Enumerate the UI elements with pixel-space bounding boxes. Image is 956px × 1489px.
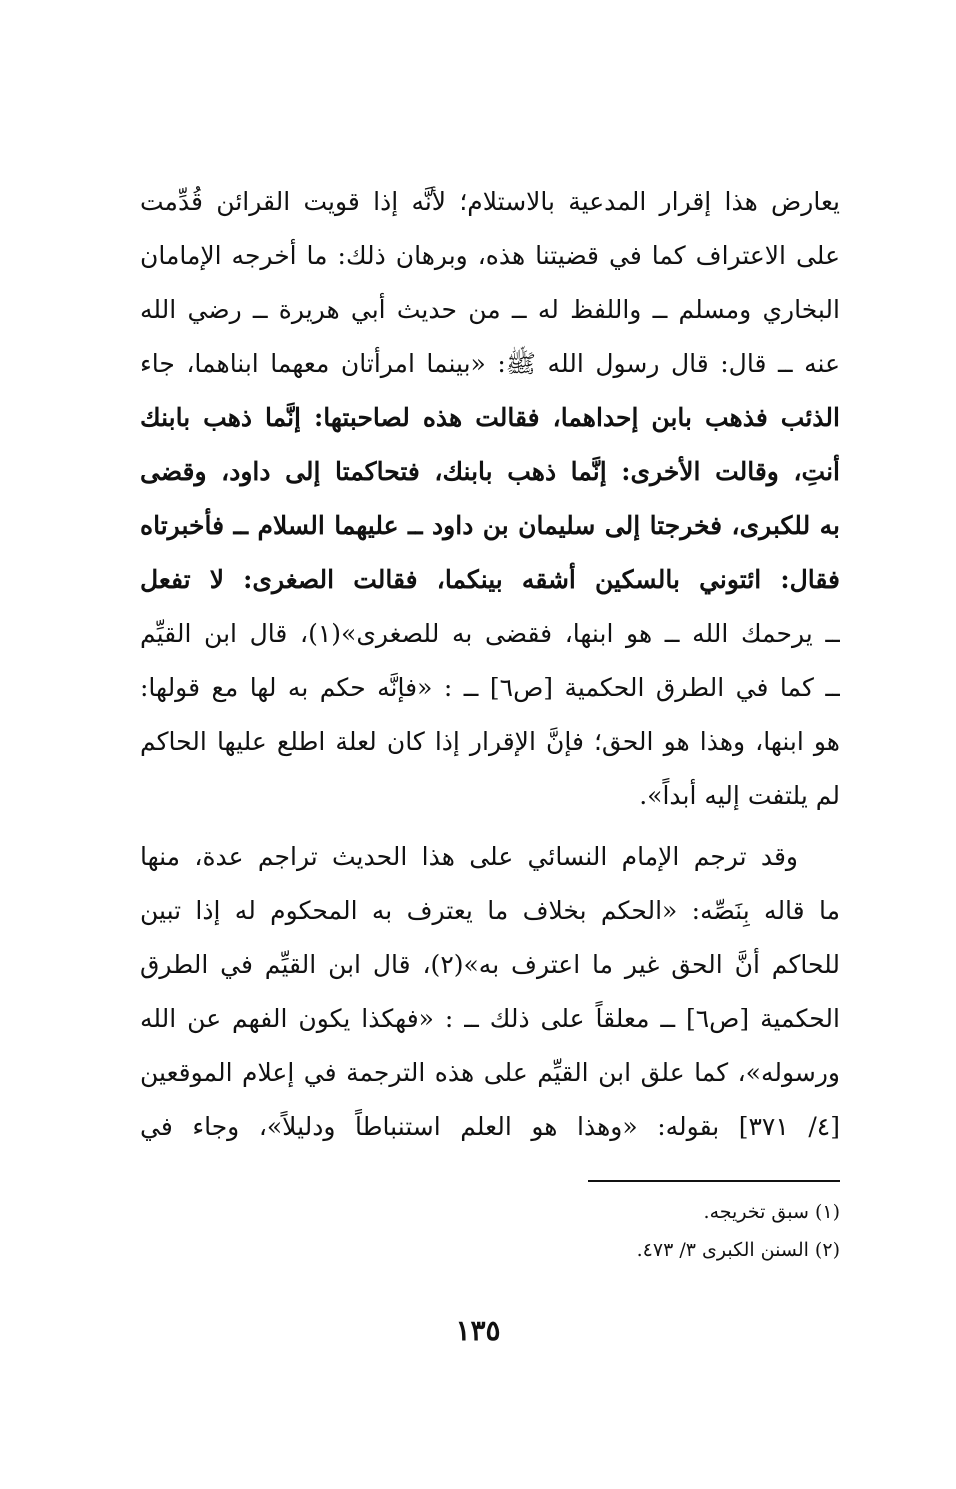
- footnote-2: (٢) السنن الكبرى ٣/ ٤٧٣.: [636, 1239, 840, 1261]
- footnotes: [440, 1193, 840, 1269]
- hadith-text-line: به للكبرى، فخرجتا إلى سليمان بن داود ــ عليهما السلام ــ فأخبرتاه: [140, 511, 840, 540]
- text-line: عنه ــ قال: قال رسول الله ﷺ: «بينما امرأتان معهما ابناهما، جاء: [140, 349, 840, 378]
- text-line: لم يلتفت إليه أبداً».: [639, 781, 840, 810]
- hadith-text-line: الذئب فذهب بابن إحداهما، فقالت هذه لصاحبتها: إنَّما ذهب بابنك: [140, 403, 840, 432]
- paragraph-1: [140, 175, 840, 823]
- text-line: البخاري ومسلم ــ واللفظ له ــ من حديث أبي هريرة ــ رضي الله: [140, 295, 840, 324]
- text-line: للحاكم أنَّ الحق غير ما اعترف به»(٢)، قال ابن القيِّم في الطرق: [140, 950, 840, 979]
- text-line: [٤/ ٣٧١] بقوله: «وهذا هو العلم استنباطاً ودليلاً»، وجاء في: [140, 1112, 840, 1141]
- text-line: ــ يرحمك الله ــ هو ابنها، فقضى به للصغرى»(١)، قال ابن القيِّم: [140, 619, 840, 648]
- text-line: على الاعتراف كما في قضيتنا هذه، وبرهان ذلك: ما أخرجه الإمامان: [140, 241, 840, 270]
- text-line: ما قاله بِنَصِّه: «الحكم بخلاف ما يعترف به المحكوم له إذا تبين: [140, 896, 840, 925]
- footnote-separator: [588, 1180, 840, 1182]
- hadith-text-line: فقال: ائتوني بالسكين أشقه بينكما، فقالت الصغرى: لا تفعل: [140, 565, 840, 594]
- text-line: ورسوله»، كما علق ابن القيِّم على هذه الترجمة في إعلام الموقعين: [140, 1058, 840, 1087]
- page-number: ١٣٥: [455, 1314, 501, 1347]
- text-line: هو ابنها، وهذا هو الحق؛ فإنَّ الإقرار إذا كان لعلة اطلع عليها الحاكم: [140, 727, 840, 756]
- text-line: وقد ترجم الإمام النسائي على هذا الحديث تراجم عدة، منها: [140, 842, 798, 871]
- text-line: يعارض هذا إقرار المدعية بالاستلام؛ لأنَّه إذا قويت القرائن قُدِّمت: [140, 187, 840, 216]
- footnote-1: (١) سبق تخريجه.: [703, 1201, 840, 1223]
- text-line: ــ كما في الطرق الحكمية [ص٦] ــ : «فإنَّه حكم به لها مع قولها:: [140, 673, 840, 702]
- paragraph-2: [140, 830, 840, 1154]
- text-line: الحكمية [ص٦] ــ معلقاً على ذلك ــ : «فهكذا يكون الفهم عن الله: [140, 1004, 840, 1033]
- hadith-text-line: أنتِ، وقالت الأخرى: إنَّما ذهب بابنك، فتحاكمتا إلى داود، وقضى: [140, 457, 840, 486]
